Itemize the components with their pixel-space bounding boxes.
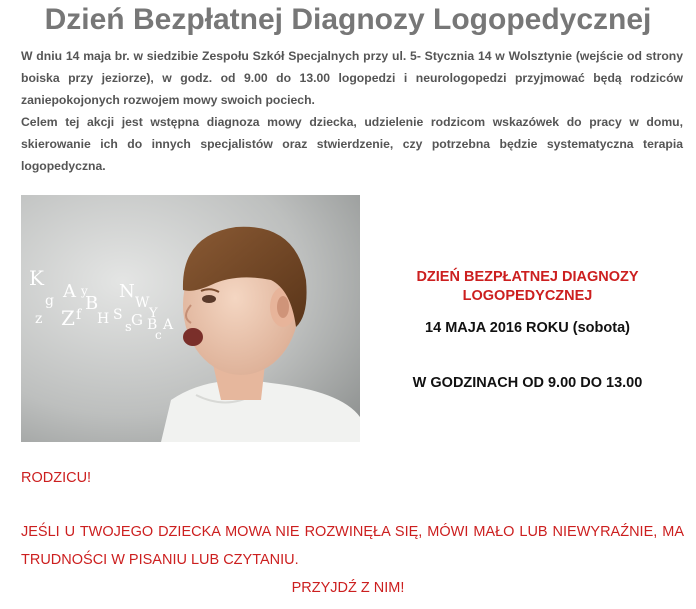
floating-letter: z: [35, 311, 43, 327]
floating-letter: H: [97, 311, 110, 327]
child-speaking-illustration: [21, 195, 360, 442]
call-to-action: PRZYJDŹ Z NIM!: [291, 580, 405, 596]
floating-letter: W: [135, 295, 150, 311]
floating-letter: s: [125, 320, 132, 335]
open-mouth-shape: [183, 328, 203, 346]
event-title-line: DZIEŃ BEZPŁATNEJ DIAGNOZY: [416, 269, 639, 285]
intro-paragraph: Celem tej akcji jest wstępna diagnoza mowy dziecka, udzielenie rodzicom wskazówek do pracy w domu, skierowanie ich do innych specjalistów oraz stwierdzenie, czy potrzebna będzie systematyczna terapia logopedyczna.: [21, 115, 683, 173]
appeal-text: JEŚLI U TWOJEGO DZIECKA MOWA NIE ROZWINĘŁA SIĘ, MÓWI MAŁO LUB NIEWYRAŹNIE, MA TRUDNOŚCI W PISANIU LUB CZYTANIU.: [21, 524, 684, 568]
floating-letter: f: [76, 307, 82, 323]
page-title: Dzień Bezpłatnej Diagnozy Logopedycznej: [44, 3, 652, 36]
floating-letter: Y: [149, 306, 158, 321]
floating-letter: A: [63, 281, 76, 302]
floating-letter: N: [119, 281, 135, 302]
event-title: [370, 268, 685, 306]
floating-letter: c: [155, 328, 162, 342]
floating-letter: y: [81, 284, 88, 298]
intro-paragraph: W dniu 14 maja br. w siedzibie Zespołu Szkół Specjalnych przy ul. 5- Stycznia 14 w Wolsztynie (wejście od strony boiska przy jeziorze), w godz. od 9.00 do 13.00 logopedzi i neurologopedzi przyjmować będą rodziców zaniepokojonych rozwojem mowy swoich pociech.: [21, 49, 683, 107]
intro-text: [21, 45, 683, 177]
event-hours: W GODZINACH OD 9.00 DO 13.00: [412, 375, 643, 391]
event-date: 14 MAJA 2016 ROKU (sobota): [425, 320, 630, 336]
floating-letter: G: [131, 311, 143, 329]
floating-letter: S: [113, 307, 123, 323]
event-details: [370, 268, 685, 391]
event-title-line: LOGOPEDYCZNEJ: [462, 288, 593, 304]
floating-letter: B: [147, 317, 158, 333]
floating-letter: K: [29, 266, 44, 290]
parents-heading: RODZICU!: [21, 470, 92, 486]
floating-letter: A: [163, 317, 174, 333]
floating-letter: Z: [61, 306, 75, 330]
child-speaking-photo: [21, 195, 360, 442]
floating-letter: g: [45, 293, 54, 309]
floating-letter: B: [85, 293, 99, 314]
